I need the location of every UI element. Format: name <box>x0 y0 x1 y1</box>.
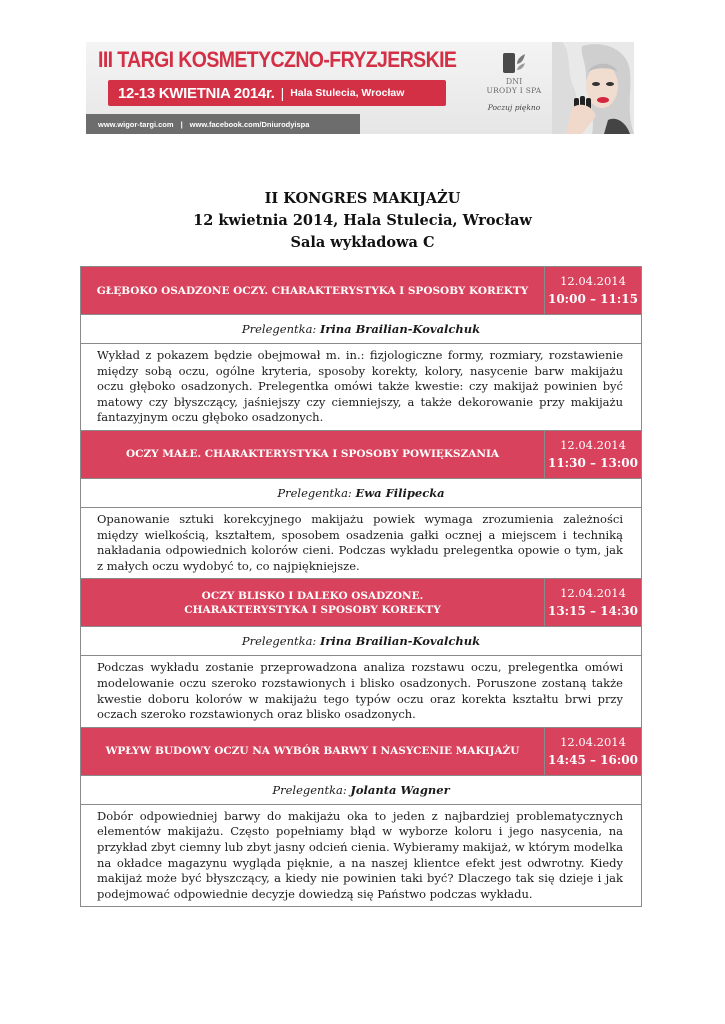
speaker-name: Irina Brailian-Kovalchuk <box>319 634 481 649</box>
spa-leaf-icon <box>501 50 527 76</box>
speaker-name: Irina Brailian-Kovalchuk <box>319 322 481 336</box>
session-speaker-row <box>81 479 641 508</box>
session-time: 11:30 – 13:00 <box>547 455 638 470</box>
session-speaker-row <box>81 315 641 344</box>
model-portrait-image <box>552 42 634 134</box>
banner-separator: | <box>280 85 285 101</box>
session-date: 12.04.2014 <box>560 734 626 749</box>
heading-date-venue: 12 kwietnia 2014, Hala Stulecia, Wrocław <box>193 212 532 229</box>
session-speaker-row <box>81 627 641 656</box>
speaker-name: Jolanta Wagner <box>350 782 450 797</box>
spa-logo-line1: DNI <box>505 77 523 86</box>
speaker-label: Prelegentka: <box>272 782 347 797</box>
session-title-line1: OCZY BLISKO I DALEKO OSADZONE. <box>201 589 424 602</box>
session-datetime <box>545 431 641 478</box>
session-block <box>81 579 641 727</box>
session-time: 10:00 – 11:15 <box>547 292 638 306</box>
session-description: Opanowanie sztuki korekcyjnego makijażu powiek wymaga zrozumienia zależności między wielkością, kształtem, sposobem osadzenia gałki ocznej a miejscem i techniką nakładania odpowiednich kolorów cieni. Podczas wykładu prelegentka opowie o tym, jak z małych oczu wydobyć to, co najpiękniejsze. <box>97 511 623 573</box>
session-description: Wykład z pokazem będzie obejmował m. in.: fizjologiczne formy, rozmiary, rozstawienie między sobą oczu, ogólne kryteria, sposoby korekty, kolory, nasycenie barw makijażu oczu głęboko osadzonych. Prelegentka omówi także kwestie: czy makijaż powinien być matowy czy błyszczący, jaśniejszy czy ciemniejszy, a także dekorowanie przy makijażu fantazyjnym oczu głęboko osadzonych. <box>97 348 623 425</box>
session-title <box>81 579 545 626</box>
session-header-row <box>81 431 641 479</box>
banner-dates: 12-13 KWIETNIA 2014r. <box>118 84 275 102</box>
session-speaker-row <box>81 776 641 805</box>
banner-venue: Hala Stulecia, Wrocław <box>290 87 405 99</box>
spa-tagline: Poczuj piękno <box>487 103 541 112</box>
speaker-name: Ewa Filipecka <box>355 485 445 500</box>
facebook-link[interactable]: www.facebook.com/Dniurodyispa <box>189 119 310 129</box>
session-datetime <box>545 579 641 626</box>
speaker-label: Prelegentka: <box>241 634 317 649</box>
banner-date-strip <box>108 80 446 106</box>
website-link[interactable]: www.wigor-targi.com <box>98 119 174 129</box>
speaker-label: Prelegentka: <box>277 485 352 500</box>
dni-urody-spa-logo <box>469 50 559 128</box>
event-banner <box>86 42 634 134</box>
session-datetime <box>545 267 641 314</box>
spa-logo-line2: URODY I SPA <box>486 86 542 95</box>
session-block <box>81 267 641 431</box>
session-date: 12.04.2014 <box>560 274 626 288</box>
banner-links-bar <box>86 114 360 134</box>
program-table <box>80 266 642 907</box>
congress-heading <box>0 188 725 254</box>
heading-room: Sala wykładowa C <box>290 234 435 251</box>
session-title: WPŁYW BUDOWY OCZU NA WYBÓR BARWY I NASYCENIE MAKIJAŻU <box>81 728 545 775</box>
session-title-line2: CHARAKTERYSTYKA I SPOSOBY KOREKTY <box>184 603 441 616</box>
session-datetime <box>545 728 641 775</box>
speaker-label: Prelegentka: <box>241 322 317 336</box>
session-title: OCZY MAŁE. CHARAKTERYSTYKA I SPOSOBY POWIĘKSZANIA <box>81 431 545 478</box>
session-header-row <box>81 579 641 627</box>
session-description: Podczas wykładu zostanie przeprowadzona analiza rozstawu oczu, prelegentka omówi modelowanie oczu szeroko rozstawionych i blisko osadzonych. Poruszone zostaną także kwestie doboru kolorów w makijażu tego typów oczu oraz korekta kształtu brwi przy oczach szeroko rozstawionych oraz blisko osadzonych. <box>97 660 623 722</box>
session-date: 12.04.2014 <box>560 437 626 452</box>
session-date: 12.04.2014 <box>560 586 626 601</box>
session-header-row <box>81 728 641 776</box>
session-time: 13:15 – 14:30 <box>547 604 638 619</box>
session-block <box>81 431 641 579</box>
session-title: GŁĘBOKO OSADZONE OCZY. CHARAKTERYSTYKA I SPOSOBY KOREKTY <box>81 267 545 314</box>
session-description: Dobór odpowiedniej barwy do makijażu oka to jeden z najbardziej problematycznych elementów makijażu. Często popełniamy błąd w wyborze koloru i jego nasycenia, na przykład zbyt ciemny lub zbyt jasny odcień cienia. Wybieramy makijaż, w którym modelka na okładce magazynu wygląda pięknie, a na naszej klientce efekt jest odwrotny. Kiedy makijaż może być błyszczący, a kiedy nie powinien taki być? Dlaczego tak się dzieje i jak podejmować odpowiednie decyzje dowiedzą się Państwo podczas wykładu. <box>97 808 623 901</box>
banner-title: III TARGI KOSMETYCZNO-FRYZJERSKIE <box>98 48 457 73</box>
links-separator: | <box>180 119 183 129</box>
heading-title: II KONGRES MAKIJAŻU <box>264 190 461 207</box>
session-header-row <box>81 267 641 315</box>
session-time: 14:45 – 16:00 <box>547 752 638 767</box>
session-block <box>81 728 641 908</box>
